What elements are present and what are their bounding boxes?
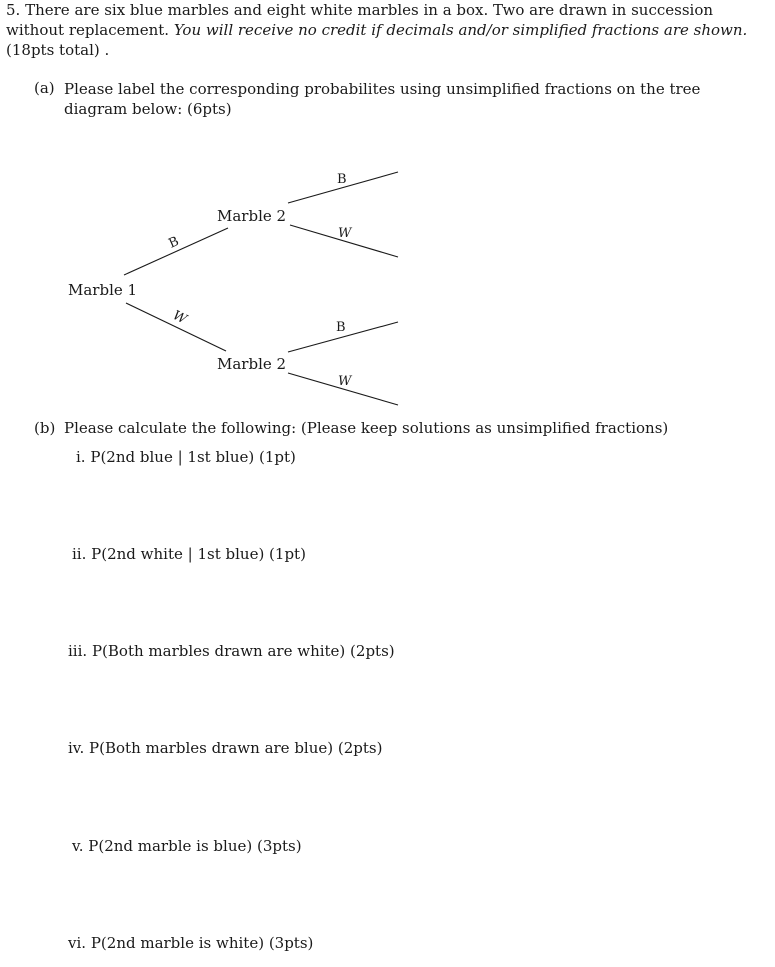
question-number: ii. xyxy=(72,545,87,563)
question-item-4 xyxy=(68,739,382,757)
part-a-points: (6pts) xyxy=(187,100,232,118)
branch-label-bb: B xyxy=(337,172,347,187)
question-text: P(2nd marble is blue) (3pts) xyxy=(88,837,302,855)
question-text: P(Both marbles drawn are blue) (2pts) xyxy=(89,739,383,757)
tree-level2-lower-label: Marble 2 xyxy=(217,355,287,373)
problem-emphasis: You will receive no credit if decimals and/or simplified fractions are shown. xyxy=(173,21,748,39)
part-b-text: Please calculate the following: (Please keep solutions as unsimplified fractions) xyxy=(64,419,669,437)
question-number: iv. xyxy=(68,739,85,757)
question-text: P(2nd white | 1st blue) (1pt) xyxy=(91,545,306,563)
question-number: vi. xyxy=(68,934,87,952)
question-number: i. xyxy=(76,448,86,466)
branch-label-wb: B xyxy=(336,320,346,335)
branch-label-b1: B xyxy=(166,234,182,252)
question-item-6 xyxy=(68,934,313,952)
tree-root-label: Marble 1 xyxy=(68,281,138,299)
question-item-1 xyxy=(76,448,296,466)
tree-level2-upper-label: Marble 2 xyxy=(217,207,287,225)
part-b-label: (b) xyxy=(34,419,56,437)
part-a-label: (a) xyxy=(34,79,55,97)
branch-line-1-blue xyxy=(124,228,228,275)
question-number: v. xyxy=(72,837,84,855)
question-item-5 xyxy=(72,837,302,855)
branch-label-w1: W xyxy=(170,308,189,328)
problem-text: There are six blue marbles and eight white marbles in a box. Two are drawn in succession without replacement. xyxy=(6,1,714,39)
question-item-2 xyxy=(72,545,306,563)
branch-label-bw: W xyxy=(338,226,352,241)
question-text: P(2nd marble is white) (3pts) xyxy=(90,934,314,952)
problem-number: 5. xyxy=(6,1,21,19)
question-text: P(2nd blue | 1st blue) (1pt) xyxy=(90,448,296,466)
problem-points: (18pts total) . xyxy=(6,41,110,59)
question-text: P(Both marbles drawn are white) (2pts) xyxy=(91,642,395,660)
part-a-text: Please label the corresponding probabilites using unsimplified fractions on the tree diagram below: xyxy=(64,80,701,118)
branch-label-ww: W xyxy=(338,374,352,389)
question-item-3 xyxy=(68,642,395,660)
question-number: iii. xyxy=(68,642,88,660)
